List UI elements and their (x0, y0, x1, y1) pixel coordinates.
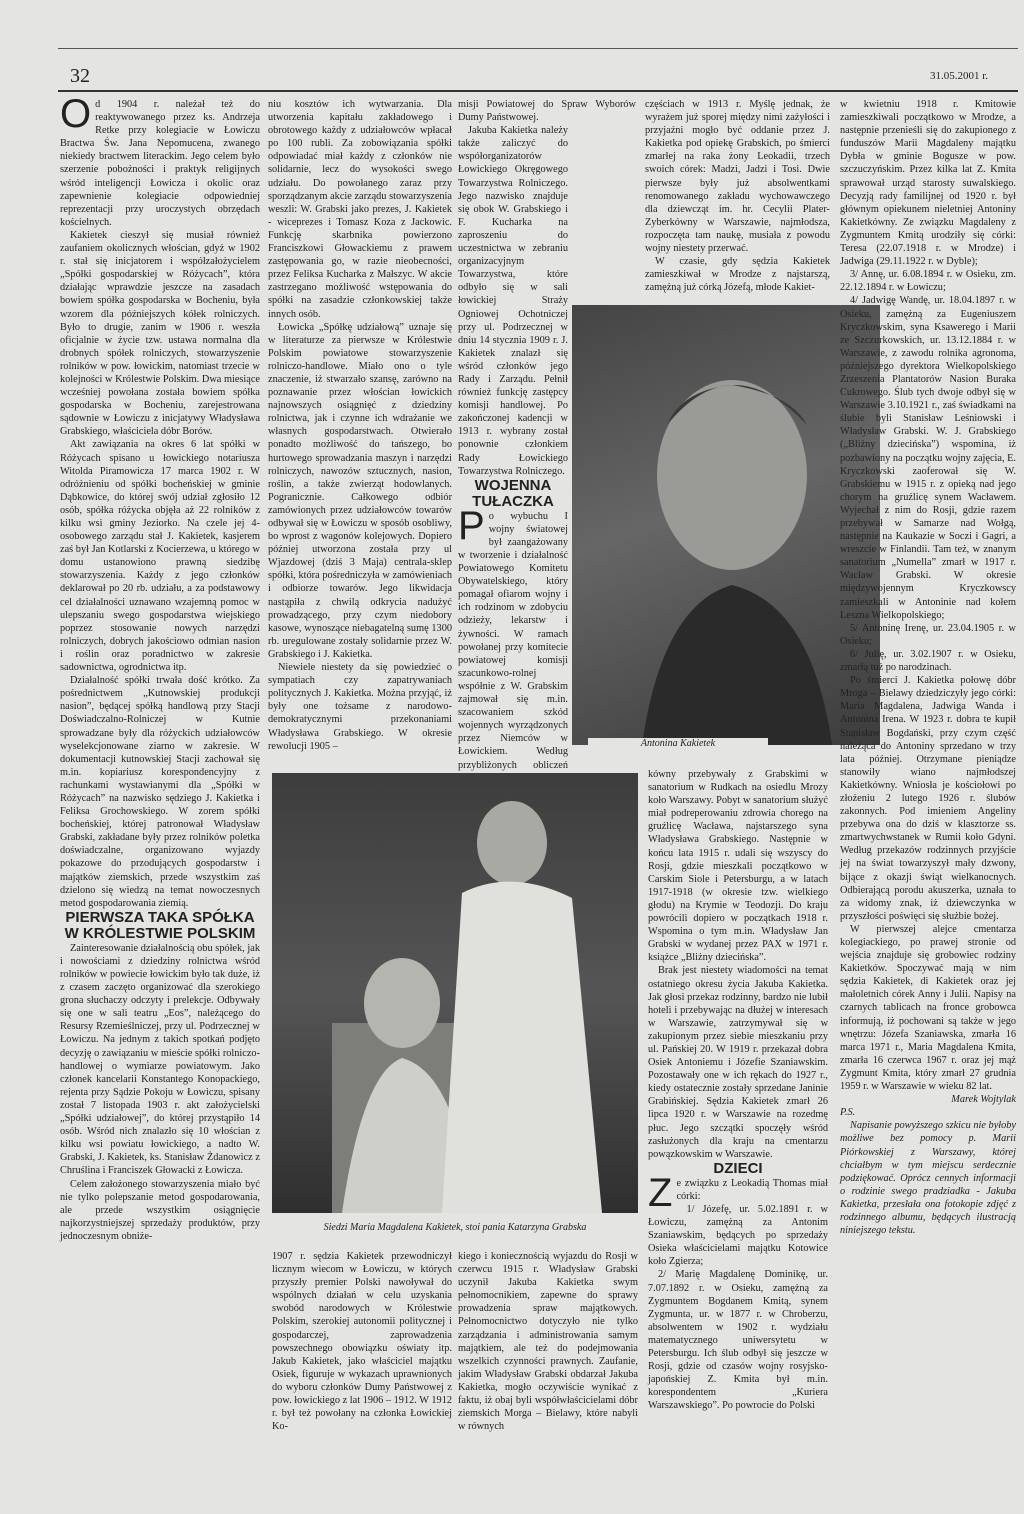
paragraph: Zainteresowanie działalnością obu spółek, jak i nowościami z dziedziny rolnictwa wśród rolników w powiecie łowickim było tak duże, iż z czasem zaczęto organizować dla szerokiego grona słuchaczy odczyty i prelekcje. Odbywały się one w sali teatru „Eos”, należącego do Resursy Rzemieślniczej, przy ul. Podrzecznej w Łowiczu. Na jednym z takich spotkań podjęto decyzję o zawiązaniu w mieście spółki rolniczo-handlowej o wymiarze powiatowym. Jako członek kancelarii Konstantego Konopackiego, rejenta przy Sądzie Pokoju w Łowiczu, spisany został 7 listopada 1903 r. akt założycielski „Spółki udziałowej”, do której przystąpiło 14 osób. Wśród nich znalazło się 10 włościan z kilku wsi powiatu łowickiego, a nadto W. Grabski, J. Kakietek, ks. Stanisław Żdanowicz z Chruślina i Franciszek Głowacki z Łowicza. (60, 942, 260, 1177)
section-heading-wojenna: WOJENNA TUŁACZKA (472, 476, 554, 510)
paragraph: w kwietniu 1918 r. Kmitowie zamieszkiwali początkowo w Mrodze, a następnie przenieśli się do zakupionego z funduszów Marii Magdaleny majątku Dybła w gminie Bogusze w pow. szczuczyńskim. Przez kilka lat Z. Kmita sprawował urząd starosty suwalskiego. Decyzją rady familijnej od 1920 r. był głównym opiekunem nieletniej Antoniny Kakietkówny. Ze związku Magdaleny z Zygmuntem Kmitą urodziły się córki: Teresa (22.07.1918 r. w Mrodze) i Jadwiga (29.11.1922 r. w Dyble); (840, 99, 1016, 268)
paragraph: Celem założonego stowarzyszenia miało być nie tylko polepszanie metod gospodarowania, ale przede wszystkim osiągnięcie najkorzystniejszej sprzedaży produktów, przy jednoczesnym obniże- (60, 1178, 260, 1242)
column-2 (268, 98, 452, 768)
dress-shape (642, 585, 832, 745)
column-2-bottom (272, 1250, 452, 1498)
paragraph: Niewiele niestety da się powiedzieć o sympatiach czy zapatrywaniach politycznych J. Kakietka. Można przyjąć, iż były one tożsame z narodowo-demokratycznymi przekonaniami Władysława Grabskiego. W okresie rewolucji 1905 – (268, 662, 452, 752)
paragraph: Kakietek cieszył się musiał również zaufaniem okolicznych włościan, gdyż w 1902 r. stał się inicjatorem i współzałożycielem „Spółki gospodarskiej w Różycach”, która działając wprawdzie jeszcze na zasadach bowiem spółka gospodarska w Bocheniu, była wzorem dla późniejszych kółek rolniczych. Było to drugie, zanim w 1906 r. weszła oficjalnie w życie tzw. ustawa normalna dla drobnych spółek rolniczych, stowarzyszenie rolników w pow. łowickim, natomiast trzecie w kolejności w Królestwie Polskim. Dwa miesiące wcześniej powołana została bowiem spółka gospodarska w Bocheniu, zarejestrowana sądownie w Łowiczu z inicjatywy Władysława Grabskiego, właściciela dóbr Borów. (60, 229, 260, 438)
paragraph: 2/ Marię Magdalenę Dominikę, ur. 7.07.1892 r. w Osieku, zamężną za Zygmuntem Bogdanem Kmitą, synem Zygmunta, ur. w 1877 r. w Chroberzu, absolwentem w 1902 r. wydziału matematycznego uniwersytetu w Petersburgu. Ich ślub odbył się jeszcze w Rosji, gdzie od czasów wojny rosyjsko-japońskiej Z. Kmita był m.in. korespondentem „Kuriera Warszawskiego”. Po powrocie do Polski (648, 1269, 828, 1412)
column-3-bottom (458, 1250, 638, 1498)
page-number: 32 (70, 65, 90, 87)
standing-dress (442, 882, 602, 1213)
paragraph: 3/ Annę, ur. 6.08.1894 r. w Osieku, zm. 22.12.1894 r. w Łowiczu; (840, 269, 1016, 294)
paragraph: misji Powiatowej do Spraw Wyborów Dumy Państwowej. (458, 99, 636, 124)
paragraph: Łowicka „Spółkę udziałową” uznaje się w literaturze za pierwsze w Królestwie Polskim powiatowe stowarzyszenie rolniczo-handlowe. Miało ono o tyle znaczenie, iż stwarzało szansę, zarówno na poznawanie przez włościan łowickich najnowszych osiągnięć z dziedziny rolnictwa, jak i czynne ich wdrażanie we własnych gospodarstwach. Otwierało ponadto możliwość do tańszego, bo hurtowego sprowadzania maszyn i narzędzi rolniczych, nawozów sztucznych, nasion, roślin, a także zwierząt hodowlanych. Pogranicznie. Całkowego odbiór zamówionych przez udziałowców towarów odbywał się w Łowiczu w sposób osobliwy, bo wprost z wagonów kolejowych. Dopiero później utworzona została przy ul Wjazdowej (dziś 3 Maja) centrala-sklep spółki, która pośredniczyła w zamówieniach i odbiorze towarów. Jego likwidacja nastąpiła z chwilą odkrycia nadużyć prowadzącego, przy czym niedobory kasowe, wynoszące niebagatelną sumę 1300 rb. uregulowane zostały solidarnie przez W. Grabskiego i J. Kakietka. (268, 321, 452, 660)
portrait-illustration (572, 305, 880, 745)
paragraph: częściach w 1913 r. Myślę jednak, że wyrażem już sporej między nimi zażyłości i przyjaźni mogło być oddanie przez J. Kakietka pod opiekę Grabskich, po śmierci zmarłej na raka żony Leokadii, trzech swoich córek: Madzi, Jadzi i Tosi. Dwie pierwsze były już absolwentkami renomowanego zakładu wychowawczego dla dziewcząt im. hr. Cecylii Plater-Zyberkówny w Warszawie, najmłodsza, rozpoczęta tam naukę, musiała z powodu wojny niestety przerwać. (645, 99, 830, 255)
standing-head (477, 801, 547, 885)
drop-cap: P (458, 503, 485, 548)
paragraph: 4/ Jadwigę Wandę, ur. 18.04.1897 r. w Osieku, zamężną za Eugeniuszem Kryczkowskim, syna Ksawerego i Marii ze Szczurkowskich, ur. 13.12.1884 r. w Warszawie, z zawodu rolnika agronoma, późniejszego dyrektora Wielkopolskiego Zrzeszenia Plantatorów Nasion Buraka Cukrowego. Ślub tych dwoje odbył się w Warszawie 3.10.1921 r., zaś świadkami na ślubie byli Stanisław Leśniowski i Władysław Grabski. W. J. Grabskiego („Bliżny dziecińska”) wspomina, iż pozbawiony na początku wojny zajęcia, E. Kryczkowski zaoferował się W. Grabskiemu w 1915 r. z opieką nad jego chorym na gruźlicę synem Wacławem. Wyjechał z nim do Rosji, gdzie razem przebywał w Samarze nad Wołgą, następnie na Kaukazie w Soczi i Gagri, a wreszcie w Finlandii. Tam też, w znanym sanatorium „Numella” zmarł w 1917 r. Wacław Grabski. W okresie międzywojennym Kryczkowscy zamieszkali w Antoninie nad kołem Leszna Wielkopolskiego; (840, 295, 1016, 621)
paragraph: kiego i koniecznością wyjazdu do Rosji w czerwcu 1915 r. Władysław Grabski uczynił Jakuba Kakietka swym pełnomocnikiem, zapewne do sprawy prowadzenia spraw majątkowych. Pełnomocnictwo dotyczyło nie tylko zarządzania i administrowania samym majątkiem, ale też do podejmowania wszelkich czynności prawnych. Zaufanie, jakim Władysław Grabski obdarzał Jakuba Kakietka, mogło oczywiście wynikać z faktu, iż obaj byli współwłaścicielami dóbr ziemskich Morga – Bielawy, które nabyli w równych (458, 1251, 638, 1433)
war-paragraph: Po wybuchu I wojny światowej był zaangażowany w tworzenie i działalność Powiatowego Komitetu Obywatelskiego, który pomagał ofiarom wojny i ich rodzinom w zdobyciu odzieży, lekarstw i żywności. W ramach powołanej przy komitecie powiatowej komisji szacunkowo-rolnej współnie z W. Grabskim zajmował się m.in. szacowaniem szkód wojennych wyrządzonych przez Niemców w Łowickiem. Według przybliżonych obliczeń (458, 503, 568, 771)
paragraph: Po śmierci J. Kakietka połowę dóbr Mroga – Bielawy dziedziczyły jego córki: Maria Magdalena, Jadwiga Wanda i Antonina Irena. W 1923 r. dobra te kupił Stanisław Bogdański, przy czym część należąca do Antoniny sprzedano w trzy lata później. Otrzymane pieniądze stanowiły wiano najmłodszej Kakietkówny. Wniosła je kościołowi po złożeniu 2 lutego 1926 r. ślubów zakonnych. Pod imieniem Angeliny przebywa ona do dziś w klasztorze ss. zmartwychwstanek w Rumii koło Gdyni. Według przekazów rodzinnych przyjście jej na świat towarzyszył mały dzwony, bijące z okazji świąt wielkanocnych. Odbierającą porodu akuszerka, uznała to za widomy znak, iż dziewczynka w przyszłości poświęci się służbie bożej. (840, 675, 1016, 922)
section-heading-pierwsza: PIERWSZA TAKA SPÓŁKA W KRÓLESTWIE POLSKIM (64, 908, 256, 942)
seated-head (364, 958, 440, 1048)
portrait-photo (572, 305, 880, 745)
drop-cap: Z (648, 1170, 673, 1215)
paragraph: 6/ Julię, ur. 3.02.1907 r. w Osieku, zmarłą tuż po narodzinach. (840, 648, 1016, 674)
drop-cap: O (60, 92, 92, 136)
group-photo (272, 773, 638, 1213)
paragraph: 5/ Antoninę Irenę, ur. 23.04.1905 r. w Osieku; (840, 622, 1016, 647)
paragraph: Brak jest niestety wiadomości na temat ostatniego okresu życia Jakuba Kakietka. Jak głosi przekaz rodzinny, bardzo nie lubił hoteli i przebywając na dłużej w interesach w Warszawie, zatrzymywał się w zakupionym przez siebie mieszkaniu przy ul. Pańskiej 20. W 1919 r. przekazał dobra Osiek Antoniemu i Józefie Szaniawskim. Pozostawały one w ich rękach do 1927 r., kiedy ostatecznie zostały sprzedane Janinie Grabińskiej. Sędzia Kakietek zmarł 26 lipca 1920 r. w Warszawie na rozedmę płuc. Jego szczątki spoczęły wśród zasłużonych dla kraju na cmentarzu powązkowskim w Warszawie. (648, 965, 828, 1160)
top-rule (58, 48, 1018, 49)
header-rule (58, 90, 1018, 92)
column-4-mid (648, 768, 828, 1412)
ps-text: Napisanie powyższego szkicu nie byłoby możliwe bez pomocy p. Marii Piórkowskiej z Warszawy, której chciałbym w tym miejscu serdecznie podziękować. Oprócz cennych informacji o rodzinie swego pradziadka - Jakuba Kakietka, przesłała ona fotokopie zdjęć z rodzinnego albumu, będących ilustracją niniejszego tekstu. (840, 1120, 1016, 1237)
paragraph: W czasie, gdy sędzia Kakietek zamieszkiwał w Mrodze z najstarszą, zamężną już córką Józefą, młode Kakiet- (645, 256, 830, 294)
paragraph: kówny przebywały z Grabskimi w sanatorium w Rudkach na osiedlu Mrozy koło Warszawy. Pobyt w sanatorium służyć miał podreperowaniu zdrowia chorego na gruźlicę Wacława, najstarszego syna Władysława Grabskiego. Następnie w końcu lata 1915 r. udali się wszyscy do Rosji, gdzie mieszkali początkowo w Carskim Siole i Petersburgu, a w latach 1917-1918 (w okresie tzw. wielkiego głodu) na Krymie w Teodozji. Do kraju powrócili dopiero w początkach 1918 r. Wspomina o tym m.in. Władysław Jan Grabski w wydanej przez PAX w 1971 r. książce „Bliżny dziecińska”. (648, 769, 828, 964)
paragraph: W pierwszej alejce cmentarza kolegiackiego, po prawej stronie od wejścia znajduje się grobowiec rodziny Kakietków. Spoczywać mają w nim sędzia Kakietek, di Kakietek oraz jej małoletnich córek Anny i Julii. Napisy na czarnych tablicach na fronce grobowca informują, iż pochowani są także w jego wnętrzu: Józefa Szaniawska, zmarła 16 marca 1971 r., Maria Magdalena Kmita, zmarła 16 czerwca 1967 r. oraz jej mąż Zygmunt Kmita, który zmarł 27 grudnia 1959 r. w Warszawie w wieku 82 lat. (840, 923, 1016, 1093)
paragraph: 1/ Józefę, ur. 5.02.1891 r. w Łowiczu, zamężną za Antonim Szaniawskim, będących po sprzedaży Osieka właścicielami majątku Kotowice koło Zgierza; (648, 1204, 828, 1268)
column-1 (60, 92, 260, 1498)
issue-date: 31.05.2001 r. (929, 70, 988, 82)
author-signature: Marek Wojtylak (951, 1094, 1016, 1106)
photo2-caption: Siedzi Maria Magdalena Kakietek, stoi pania Katarzyna Grabska (278, 1222, 632, 1233)
intro-paragraph: Od 1904 r. należał też do reaktywowanego przez ks. Andrzeja Retke przy kolegiacie w Łowiczu Bractwa Św. Jana Nepomucena, zwanego niekiedy bractwem literackim. Jego celem było szerzenie pobożności i praktyk religijnych wśród inteligencji Łowicza i okolic oraz zapewnienie kolegiacie odpowiedniej reprezentacji przy uroczystych obrzędach kościelnych. (60, 92, 260, 228)
paragraph: Jakuba Kakietka należy także zaliczyć do współorganizatorów Łowickiego Okręgowego Towarzystwa Rolniczego. Jego nazwisko znajduje się obok W. Grabskiego i F. Kucharka na zaproszeniu do uczestnictwa w zebraniu organizacyjnym Towarzystwa, które odbyło się w sali łowickiej Straży Ogniowej Ochotniczej przy ul. Podrzecznej w dniu 14 stycznia 1909 r. J. Kakietek znalazł się wśród członków jego Rady i Zarządu. Pełnił również funkcję zastępcy komisji handlowej. Po zakończonej kadencji w 1913 r. wybrany został ponownie członkiem Rady Łowickiego Towarzystwa Rolniczego. (458, 125, 568, 477)
column-4-top (645, 98, 830, 298)
paragraph: niu kosztów ich wytwarzania. Dla utworzenia kapitału zakładowego i obrotowego każdy z udziałowców wpłacał po 100 rubli. Za zobowiązania spółki odpowiadać miał każdy z członków nie solidarnie, lecz do wysokości swego udziału. Do powołanego zaraz przy sporządzanym akcie zarządu stowarzyszenia weszli: W. Grabski jako prezes, J. Kakietek - wiceprezes i Tomasz Koza z Jackowic. Funkcję skarbnika powierzono Franciszkowi Głowackiemu z prawem zastępowania go, w razie nieobecności, przez Feliksa Kucharka z Małszyc. W akcie zastrzegano możliwość wstępowania do spółki na zasadzie członkowskiej także innych osób. (268, 99, 452, 320)
group-illustration (272, 773, 638, 1213)
column-5 (840, 98, 1016, 1498)
paragraph: 1907 r. sędzia Kakietek przewodniczył licznym wiecom w Łowiczu, w których przyszły premier Polski nawoływał do wspólnych działań w celu uzyskania swobód narodowych w Królestwie Polskim, szerokiej autonomii politycznej i gospodarczej, zaprowadzenia powszechnego obowiązku oświaty itp. Jakub Kakietek, jako właściciel majątku Osiek, figuruje w wykazach uprawnionych do wyboru członków Dumy Państwowej z pow. łowickiego z lat 1906 – 1912. W 1912 r. był też powołany na członka Łowickiej Ko- (272, 1251, 452, 1433)
photo1-caption: Antonina Kakietek (588, 738, 768, 749)
ps-label: P.S. (840, 1107, 856, 1119)
section-heading-dzieci: DZIECI (713, 1159, 763, 1177)
paragraph: Działalność spółki trwała dość krótko. Za pośrednictwem „Kutnowskiej produkcji nasion”, będącej spółką handlową przy Stacji Doświadczalno-Rolniczej w Kutnie sprowadzane były dla różyckich udziałowców wyselekcjonowane ziarno w zakresie. W dokumentacji kutnowskiej Stacji zachował się m.in. kopiariusz korespondencyjny z rachunkami wystawianymi dla „Spółki w Różycach” na nazwisko sędziego J. Kakietka i Feliksa Grochowskiego. W zorem spółki bocheńskiej, której patronował Władysław Grabski, zakładane były przez rolników poletka doświadczalne, organizowano wyjazdy pokazowe do przodujących gospodarstw i majątków ziemskich, przede wszystkim zaś dzielono się wiedzą na temat nowoczesnych metod gospodarowania ziemią. (60, 675, 260, 909)
paragraph: Ze związku z Leokadią Thomas miał córki: (648, 1170, 828, 1215)
paragraph: Akt zawiązania na okres 6 lat spółki w Różycach spisano u łowickiego notariusza Witolda Piramowicza 17 marca 1902 r. W odróżnieniu od spółki bocheńskiej w gminie Dąbkowice, do której swój udział zgłosiło 12 osób, spółka różycka objęła aż 22 rolników z kilku wsi gminy Jeziorko. Na czele jej 4-osobowego zarządu stał J. Kakietek, kasjerem zaś był Jan Kotlarski z Kocierzewa, u którego w domu ustanowiono prawną siedzibę stowarzyszenia. Każdy z jego członków deklarował po 20 rb. udziału, a za podstawowy cel działalności uznawano wzajemną pomoc w ulepszaniu swego gospodarstwa wiejskiego poprzez stosowanie nowych narzędzi rolniczych, dobrych jakościowo odmian nasion i roślin oraz poradnictwo w zakresie sadownictwa, ogrodnictwa itp. (60, 439, 260, 674)
